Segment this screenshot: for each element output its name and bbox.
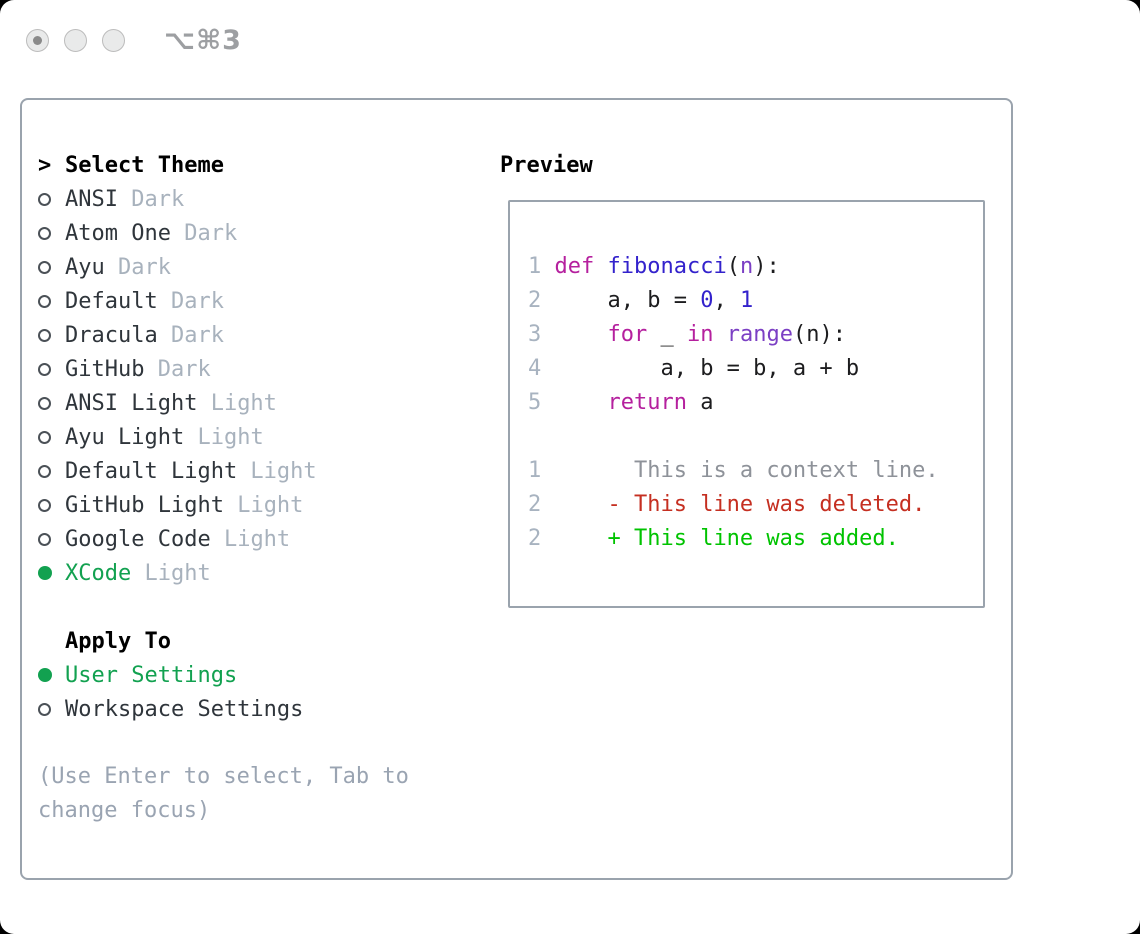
- code-token: [555, 390, 608, 415]
- theme-name: Dracula: [65, 322, 158, 348]
- theme-name: Google Code: [65, 526, 211, 552]
- code-line: [528, 420, 939, 454]
- window-minimize-button[interactable]: [64, 29, 87, 52]
- theme-name: ANSI Light: [65, 390, 198, 416]
- theme-variant: Dark: [157, 322, 224, 348]
- theme-variant: Dark: [144, 356, 211, 382]
- theme-list: [38, 182, 317, 590]
- line-number: 2: [528, 492, 555, 517]
- apply-to-option-label: User Settings: [65, 662, 238, 688]
- radio-unselected-icon: [38, 431, 65, 444]
- code-token: a, b =: [554, 288, 701, 313]
- code-line: [528, 522, 939, 556]
- theme-option[interactable]: [38, 420, 317, 454]
- code-token: a: [686, 390, 714, 415]
- code-token: range: [726, 322, 793, 347]
- code-token: [713, 322, 726, 347]
- radio-unselected-icon: [38, 261, 65, 274]
- theme-option[interactable]: [38, 454, 317, 488]
- radio-unselected-icon: [38, 227, 65, 240]
- code-token: (: [726, 254, 740, 279]
- apply-to-option-label: Workspace Settings: [65, 696, 304, 722]
- preview-title: Preview: [500, 152, 593, 178]
- code-line: [528, 454, 939, 488]
- usage-hint: (Use Enter to select, Tab to change focus): [38, 764, 409, 823]
- theme-variant: Dark: [117, 186, 185, 212]
- theme-option[interactable]: [38, 556, 317, 590]
- radio-unselected-icon: [38, 193, 65, 206]
- theme-option[interactable]: [38, 488, 317, 522]
- code-token: def: [554, 254, 595, 279]
- theme-option[interactable]: [38, 182, 317, 216]
- code-token: 0: [700, 288, 714, 313]
- theme-name: GitHub Light: [65, 492, 224, 518]
- line-number: 3: [528, 322, 555, 347]
- theme-name: Default Light: [65, 458, 238, 484]
- code-line: [528, 352, 939, 386]
- select-theme-header: [38, 148, 317, 182]
- theme-name: Atom One: [65, 220, 171, 246]
- code-token: [594, 254, 607, 279]
- code-line: [528, 488, 939, 522]
- window-active-dot-icon: [33, 36, 42, 45]
- select-theme-header-label: Select Theme: [65, 152, 224, 178]
- line-number: [528, 424, 555, 449]
- radio-unselected-icon: [38, 465, 65, 478]
- line-number: 2: [528, 526, 555, 551]
- line-number: 1: [528, 458, 555, 483]
- code-line: [528, 284, 939, 318]
- theme-name: Default: [65, 288, 158, 314]
- radio-unselected-icon: [38, 499, 65, 512]
- code-token: - This line was deleted.: [554, 492, 926, 517]
- theme-variant: Light: [223, 492, 304, 518]
- theme-variant: Light: [197, 390, 277, 416]
- theme-option[interactable]: [38, 284, 317, 318]
- theme-name: Ayu: [65, 254, 105, 280]
- code-token: ):: [753, 254, 780, 279]
- apply-to-option[interactable]: [38, 658, 317, 692]
- theme-option[interactable]: [38, 318, 317, 352]
- line-number: 1: [528, 254, 555, 279]
- theme-selector: [38, 148, 317, 726]
- code-preview: [528, 250, 939, 556]
- keyboard-shortcut-label: ⌥⌘3: [164, 25, 242, 56]
- code-token: This is a context line.: [554, 458, 939, 483]
- titlebar: [26, 25, 242, 56]
- code-token: for: [607, 322, 648, 347]
- code-token: (n):: [792, 322, 846, 347]
- code-line: [528, 250, 939, 284]
- theme-variant: Light: [237, 458, 317, 484]
- cursor-icon: >: [38, 152, 52, 178]
- code-token: in: [686, 322, 714, 347]
- spacer: [38, 590, 317, 624]
- radio-unselected-icon: [38, 295, 65, 308]
- code-token: [555, 322, 608, 347]
- theme-variant: Dark: [157, 288, 224, 314]
- radio-unselected-icon: [38, 533, 65, 546]
- theme-variant: Light: [184, 424, 264, 450]
- apply-to-header-label: Apply To: [65, 628, 171, 654]
- radio-selected-icon: [38, 566, 65, 580]
- code-line: [528, 318, 939, 352]
- apply-to-option[interactable]: [38, 692, 317, 726]
- code-token: + This line was added.: [554, 526, 899, 551]
- code-token: fibonacci: [607, 254, 727, 279]
- code-line: [528, 386, 939, 420]
- theme-name: XCode: [65, 560, 132, 586]
- line-number: 4: [528, 356, 555, 381]
- radio-unselected-icon: [38, 397, 65, 410]
- line-number: 2: [528, 288, 555, 313]
- theme-variant: Light: [210, 526, 291, 552]
- theme-name: GitHub: [65, 356, 145, 382]
- apply-to-header: [38, 624, 317, 658]
- theme-variant: Dark: [170, 220, 238, 246]
- theme-option[interactable]: [38, 386, 317, 420]
- radio-selected-icon: [38, 668, 65, 682]
- theme-name: Ayu Light: [65, 424, 185, 450]
- radio-unselected-icon: [38, 329, 65, 342]
- window-zoom-button[interactable]: [102, 29, 125, 52]
- code-token: n: [739, 254, 754, 279]
- line-number: 5: [528, 390, 555, 415]
- code-token: a, b = b, a + b: [554, 356, 860, 381]
- theme-option[interactable]: [38, 522, 317, 556]
- radio-unselected-icon: [38, 363, 65, 376]
- code-token: 1: [739, 288, 754, 313]
- theme-option[interactable]: [38, 352, 317, 386]
- window-close-button[interactable]: [26, 29, 49, 52]
- theme-option[interactable]: [38, 216, 317, 250]
- selection-cursor: [38, 153, 65, 178]
- apply-to-options: [38, 658, 317, 726]
- code-token: ,: [713, 288, 740, 313]
- theme-name: ANSI: [65, 186, 118, 212]
- code-token: return: [607, 390, 687, 415]
- theme-variant: Light: [131, 560, 211, 586]
- radio-unselected-icon: [38, 703, 65, 716]
- theme-option[interactable]: [38, 250, 317, 284]
- code-token: _: [647, 322, 687, 347]
- theme-variant: Dark: [104, 254, 171, 280]
